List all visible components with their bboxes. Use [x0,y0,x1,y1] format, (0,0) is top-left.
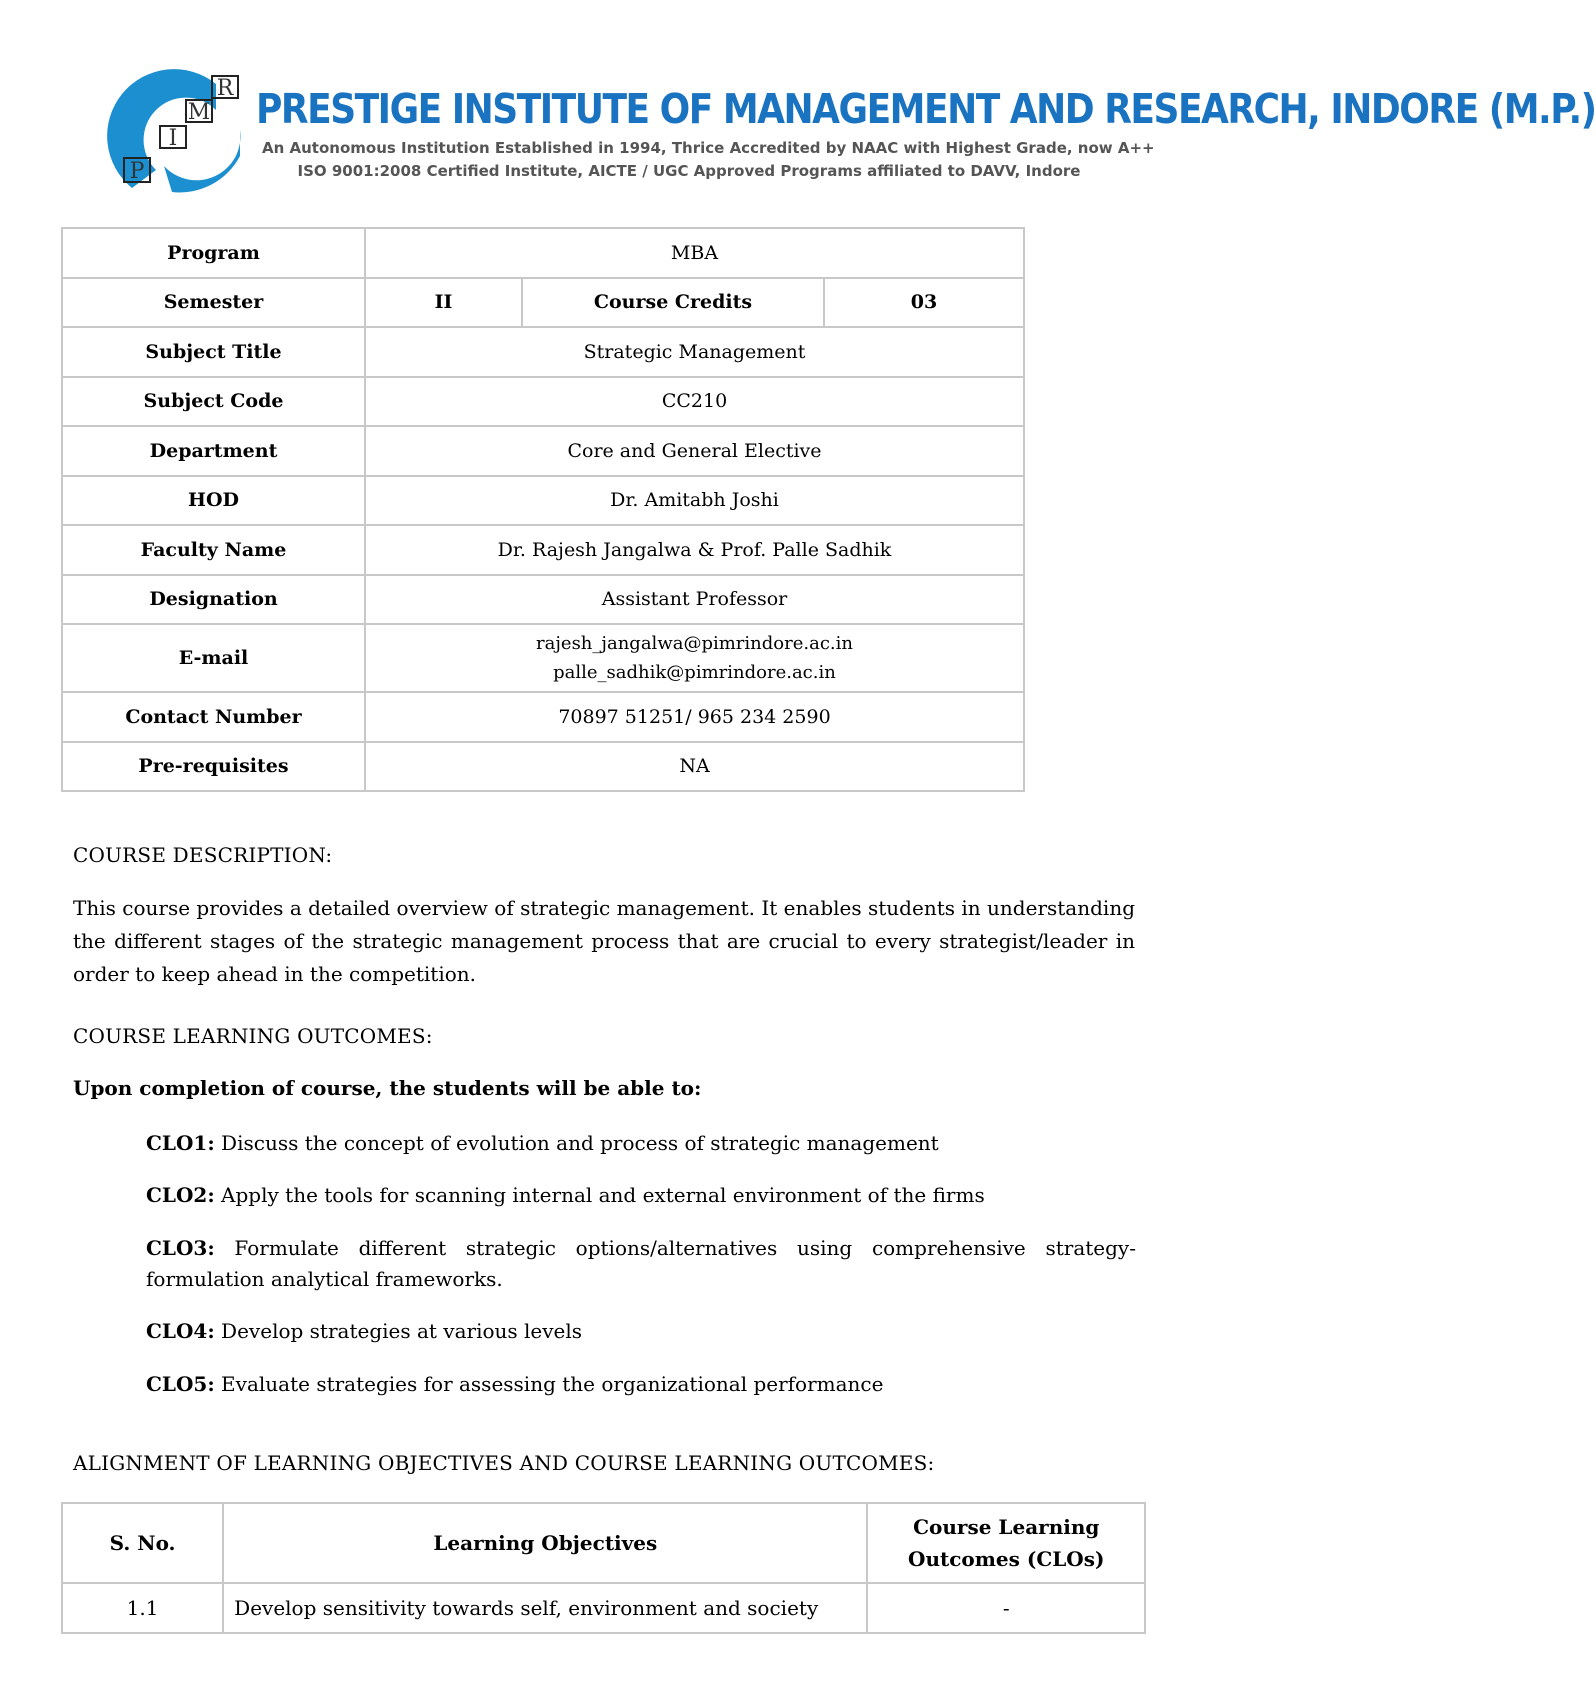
col-objectives-header: Learning Objectives [223,1503,867,1583]
institute-header [112,62,1596,202]
table-row [62,327,1024,377]
table-row [62,575,1024,625]
subject-title-label: Subject Title [62,327,365,377]
contact-label: Contact Number [62,692,365,742]
faculty-label: Faculty Name [62,525,365,575]
subject-code-value: CC210 [365,377,1024,427]
institute-subtitle-accreditation: An Autonomous Institution Established in 1994, Thrice Accredited by NAAC with Highest Grade, now A++ [262,139,1155,157]
table-row [62,476,1024,526]
clo-item [146,1316,1136,1347]
clo-item [146,1180,1136,1211]
table-row [62,692,1024,742]
program-value: MBA [365,228,1024,278]
clo-code: CLO4: [146,1319,215,1343]
logo-letter-i: I [168,126,178,151]
hod-value: Dr. Amitabh Joshi [365,476,1024,526]
alignment-table [61,1502,1146,1634]
table-row [62,377,1024,427]
table-row [62,742,1024,792]
email-1[interactable]: rajesh_jangalwa@pimrindore.ac.in [536,633,853,654]
clo-item [146,1128,1136,1159]
email-label: E-mail [62,624,365,692]
logo-letter-r: R [216,76,234,101]
clo-text: Evaluate strategies for assessing the organizational performance [214,1372,884,1396]
logo-letter-m: M [187,100,211,125]
subject-code-label: Subject Code [62,377,365,427]
institute-name: PRESTIGE INSTITUTE OF MANAGEMENT AND RESEARCH, INDORE (M.P.) [256,86,1596,134]
course-description-heading: COURSE DESCRIPTION: [73,843,333,867]
clo-text: Apply the tools for scanning internal and external environment of the firms [214,1183,985,1207]
table-row [62,426,1024,476]
table-row [62,624,1024,692]
prereq-label: Pre-requisites [62,742,365,792]
contact-value: 70897 51251/ 965 234 2590 [365,692,1024,742]
semester-value: II [365,278,522,328]
clo-text: Formulate different strategic options/alternatives using comprehensive strategy-formulation analytical frameworks. [146,1236,1136,1291]
email-cell [365,624,1024,692]
alignment-heading: ALIGNMENT OF LEARNING OBJECTIVES AND COURSE LEARNING OUTCOMES: [73,1451,935,1475]
designation-value: Assistant Professor [365,575,1024,625]
credits-label: Course Credits [522,278,824,328]
subject-title-value: Strategic Management [365,327,1024,377]
clo-text: Discuss the concept of evolution and process of strategic management [214,1131,939,1155]
department-value: Core and General Elective [365,426,1024,476]
clo-item [146,1369,1136,1400]
clo-code: CLO1: [146,1131,215,1155]
course-description-text: This course provides a detailed overview of strategic management. It enables students in understanding the different stages of the strategic management process that are crucial to every strategist/leader in order to keep ahead in the competition. [73,896,1135,986]
institute-subtitle-certification: ISO 9001:2008 Certified Institute, AICTE / UGC Approved Programs affiliated to DAVV, Indore [297,162,1081,180]
col-clos-header-line-1: Course Learning [913,1515,1100,1539]
clo-item [146,1233,1136,1295]
clo-code: CLO3: [146,1236,215,1260]
row-objective: Develop sensitivity towards self, environment and society [223,1583,867,1633]
course-info-table [61,227,1025,792]
table-header-row [62,1503,1145,1583]
learning-outcomes-heading: COURSE LEARNING OUTCOMES: [73,1024,433,1048]
program-label: Program [62,228,365,278]
learning-outcomes-intro: Upon completion of course, the students will be able to: [73,1076,702,1100]
designation-label: Designation [62,575,365,625]
table-row [62,228,1024,278]
institute-logo [112,70,252,200]
col-clos-header-line-2: Outcomes (CLOs) [908,1547,1105,1571]
email-2[interactable]: palle_sadhik@pimrindore.ac.in [553,662,836,683]
col-sno-header: S. No. [62,1503,223,1583]
hod-label: HOD [62,476,365,526]
clo-text: Develop strategies at various levels [214,1319,583,1343]
table-row [62,1583,1145,1633]
logo-letter-p: P [129,159,145,184]
row-sno: 1.1 [62,1583,223,1633]
faculty-value: Dr. Rajesh Jangalwa & Prof. Palle Sadhik [365,525,1024,575]
table-row [62,278,1024,328]
table-row [62,525,1024,575]
credits-value: 03 [824,278,1024,328]
col-clos-header [867,1503,1145,1583]
clo-code: CLO2: [146,1183,215,1207]
department-label: Department [62,426,365,476]
semester-label: Semester [62,278,365,328]
row-clos: - [867,1583,1145,1633]
clo-code: CLO5: [146,1372,215,1396]
prereq-value: NA [365,742,1024,792]
